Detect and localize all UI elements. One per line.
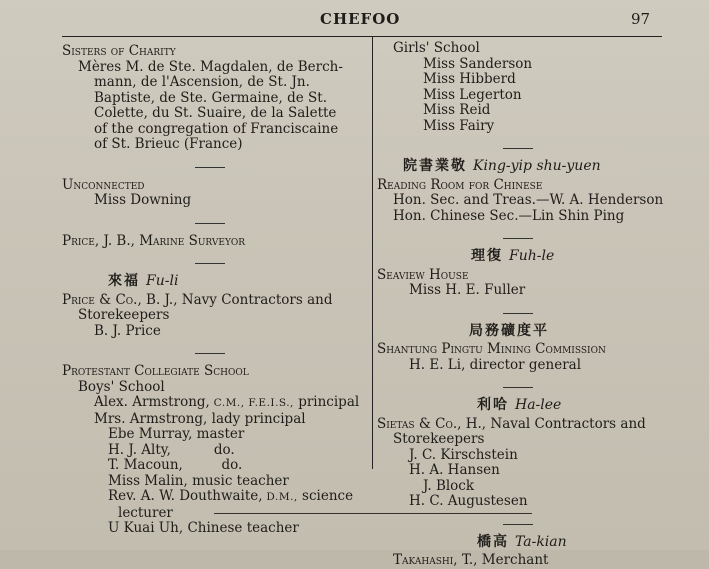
girls-staff-4: Miss Reid (423, 102, 491, 118)
footer-rule (214, 513, 532, 514)
mining-person: H. E. Li, director general (409, 356, 582, 373)
seaview-person: Miss H. E. Fuller (409, 282, 526, 298)
armstrong-name: Alex. Armstrong, (94, 394, 210, 410)
header-rule (62, 36, 662, 37)
girls-staff-2: Miss Hibberd (423, 71, 516, 87)
takahashi-name: Takahashi, T., (393, 552, 478, 568)
sisters-line-1: Mères M. de Ste. Magdalen, de Berch- (78, 58, 343, 75)
price-co-line-2: Storekeepers (78, 307, 170, 323)
staff-ebe-murray: Ebe Murray, master (108, 426, 245, 442)
price-entry-text: Price, J. B., Marine Surveyor (62, 232, 246, 249)
sisters-line-2: mann, de l'Ascension, de St. Jn. (94, 74, 310, 90)
takahashi-description: Merchant (477, 552, 549, 568)
armstrong-degrees: C.M., F.E.I.S., (209, 397, 294, 409)
separator (195, 263, 225, 264)
separator (503, 387, 533, 388)
seaview-romanized: Fuh-le (509, 248, 555, 264)
mining-heading-cn (377, 324, 677, 340)
sisters-line-6: of St. Brieuc (France) (94, 136, 243, 152)
halee-chinese: 利哈 (477, 397, 509, 413)
halee-romanized: Ha-lee (515, 397, 562, 413)
mining-chinese: 局務礦度平 (469, 322, 549, 339)
sietas-line-2: Storekeepers (393, 431, 485, 447)
separator (503, 238, 533, 239)
girls-staff-3: Miss Legerton (423, 86, 522, 103)
sietas-description: Naval Contractors and (486, 415, 646, 432)
price-co-person: B. J. Price (94, 322, 161, 339)
takian-romanized: Ta-kian (515, 533, 567, 550)
douthwaite-role: science (297, 488, 354, 504)
douthwaite-role-cont: lecturer (118, 504, 173, 521)
reading-room-romanized: King-yip shu-yuen (473, 158, 601, 174)
armstrong-role: principal (293, 394, 360, 410)
separator (195, 353, 225, 354)
staff-alty: H. J. Alty, do. (108, 441, 235, 458)
girls-school-subheading: Girls' School (393, 40, 480, 56)
unconnected-heading: Unconnected (62, 176, 145, 193)
halee-heading-cn (377, 398, 677, 414)
separator (503, 148, 533, 149)
takian-heading-cn (377, 535, 677, 551)
price-co-entry (62, 293, 367, 309)
column-divider (372, 37, 373, 469)
sisters-line-5: of the congregation of Franciscaine (94, 120, 339, 137)
boys-school-subheading: Boys' School (78, 378, 165, 395)
staff-u-kuai-uh: U Kuai Uh, Chinese teacher (108, 520, 299, 536)
price-entry (62, 234, 367, 250)
staff-armstrong (62, 395, 367, 412)
reading-room-chinese: 院書業敬 (403, 158, 467, 174)
sisters-line-3: Baptiste, de Ste. Germaine, de St. (94, 89, 327, 106)
sisters-of-charity-heading: Sisters of Charity (62, 43, 176, 59)
page-number: 97 (631, 10, 651, 28)
staff-mrs-armstrong: Mrs. Armstrong, lady principal (94, 410, 306, 427)
sietas-staff-1: J. C. Kirschstein (409, 446, 518, 463)
douthwaite-degree: D.M., (262, 491, 298, 503)
girls-staff-1: Miss Sanderson (423, 55, 533, 72)
staff-douthwaite (62, 489, 367, 506)
fuli-heading (62, 274, 367, 290)
separator (503, 524, 533, 525)
takian-chinese: 橋高 (477, 533, 509, 550)
sietas-staff-4: H. C. Augustesen (409, 493, 528, 509)
takahashi-entry (377, 553, 677, 569)
separator (503, 313, 533, 314)
seaview-chinese: 理復 (471, 248, 503, 264)
separator (195, 167, 225, 168)
reading-room-hon-sec: Hon. Sec. and Treas.—W. A. Henderson (393, 192, 664, 208)
reading-room-heading-cn (377, 159, 677, 175)
left-column (62, 44, 367, 537)
collegiate-school-heading: Protestant Collegiate School (62, 363, 249, 379)
girls-staff-5: Miss Fairy (423, 117, 495, 134)
reading-room-heading: Reading Room for Chinese (377, 176, 543, 193)
staff-macoun: T. Macoun, do. (108, 457, 243, 473)
reading-room-chinese-sec: Hon. Chinese Sec.—Lin Shin Ping (393, 207, 625, 224)
price-co-name: Price & Co., B. J., (62, 291, 178, 308)
sisters-line-4: Colette, du St. Suaire, de la Salette (94, 105, 337, 121)
right-column (377, 41, 677, 569)
page-title: CHEFOO (320, 10, 401, 28)
fuli-romanized: Fu-li (146, 273, 179, 289)
sietas-name: Sietas & Co., H., (377, 415, 487, 432)
seaview-heading-cn (377, 249, 677, 265)
staff-malin: Miss Malin, music teacher (108, 472, 289, 489)
price-co-description: Navy Contractors and (177, 291, 333, 308)
separator (195, 223, 225, 224)
sietas-staff-3: J. Block (423, 477, 475, 494)
seaview-heading: Seaview House (377, 266, 469, 283)
fuli-chinese: 來福 (108, 273, 140, 289)
douthwaite-name: Rev. A. W. Douthwaite, (108, 488, 263, 504)
sietas-entry (377, 417, 677, 433)
sietas-staff-2: H. A. Hansen (409, 462, 500, 478)
unconnected-name: Miss Downing (94, 192, 192, 208)
mining-heading: Shantung Pingtu Mining Commission (377, 341, 606, 357)
